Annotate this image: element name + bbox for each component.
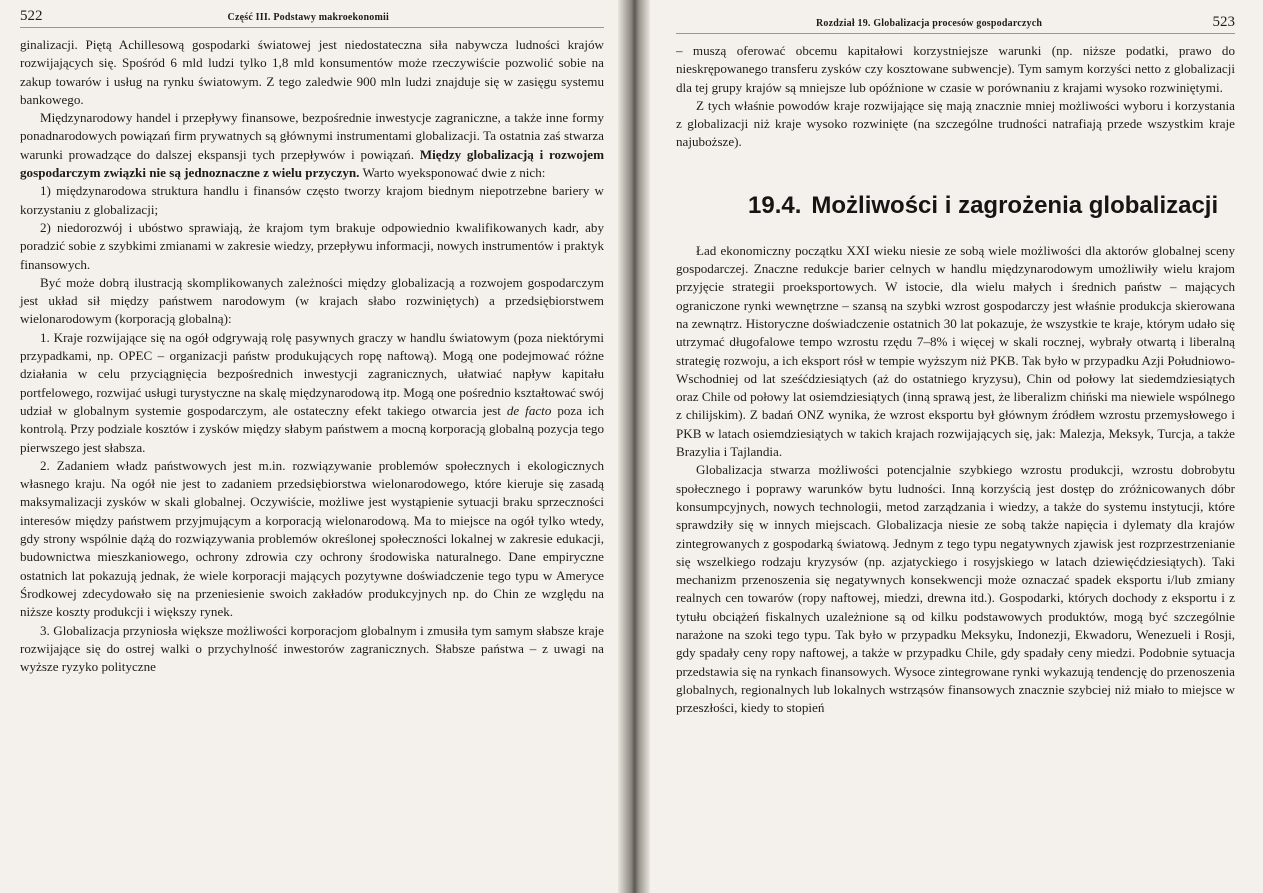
section-heading <box>748 192 1235 220</box>
paragraph: ginalizacji. Piętą Achillesową gospodarki światowej jest niedostateczna siła nabywcza ludności krajów rozwijających się. Spośród 6 mld ludzi tylko 1,8 mld konsumentów może rzeczywiście pozwolić sobie na zakup towarów i usług na rynku światowym. Z tego zaledwie 900 mln ludzi znajduje się w zasięgu systemu bankowego. <box>20 37 604 107</box>
paragraph: Globalizacja stwarza możliwości potencjalnie szybkiego wzrostu produkcji, wzrostu dobrobytu społecznego i poprawy warunków bytu ludności. Inną korzyścią jest dostęp do zróżnicowanych dóbr konsumpcyjnych, nowych technologii, metod zarządzania i wiedzy, a także do systemu instytucji, które sprawdziły się w innych miejscach. Globalizacja niesie ze sobą także napięcia i dylematy dla krajów zintegrowanych z gospodarką światową. Jednym z tego typu negatywnych zjawisk jest rozprzestrzenianie się wszelkiego rodzaju kryzysów (np. azjatyckiego i rosyjskiego w latach dziewięćdziesiątych). Taki mechanizm przenoszenia się negatywnych konsekwencji może oznaczać spadek eksportu i/lub zmiany realnych cen towarów (ropy naftowej, miedzi, drewna itd.). Gospodarki, których dochody z eksportu i z tytułu obciążeń fiskalnych uzależnione są od kilku podstawowych produktów, mogą być szczególnie narażone na szoki tego typu. Tak było w przypadku Meksyku, Indonezji, Ekwadoru, Wenezueli i Rosji, gdy spadały ceny ropy naftowej, a także w przypadku Chile, gdy spadały ceny miedzi. Podobnie sytuacja przedstawia się na rynkach finansowych. Wysoce zintegrowane rynki wykazują tendencję do przenoszenia globalnych, regionalnych lub lokalnych wstrząsów finansowych znacznie szybciej niż miało to miejsce w przeszłości, kiedy to stopień <box>676 462 1235 716</box>
paragraph: – muszą oferować obcemu kapitałowi korzystniejsze warunki (np. niższe podatki, prawo do nieskrępowanego transferu zysków czy kosztowane subwencje). Tym samym korzyści netto z globalizacji dla tej grupy krajów są mniejsze lub opóźnione w czasie w porównaniu z krajami wysoko rozwiniętymi. <box>676 43 1235 95</box>
right-page-number: 523 <box>1212 14 1235 30</box>
bold-emphasis: Między globalizacją i rozwojem gospodarczym związki nie są jednoznaczne z wielu przyczyn. <box>20 146 604 181</box>
section-number: 19.4. <box>748 191 802 219</box>
right-running-title: Rozdział 19. Globalizacja procesów gospodarczych <box>816 18 1043 29</box>
book-gutter-shadow <box>618 0 650 893</box>
paragraph: Międzynarodowy handel i przepływy finansowe, bezpośrednie inwestycje zagraniczne, a także inne formy ponadnarodowych powiązań firm prywatnych są głównymi instrumentami globalizacji. Ta ostatnia zaś stwarza warunki prowadzące do dalszej ekspansji tych przepływów i powiązań. Między globalizacją i rozwojem gospodarczym związki nie są jednoznaczne z wielu przyczyn. Warto wyeksponować dwie z nich: <box>20 110 604 181</box>
left-running-head <box>20 8 604 28</box>
paragraph: Ład ekonomiczny początku XXI wieku niesie ze sobą wiele możliwości dla aktorów globalnej sceny gospodarczej. Znaczne redukcje barier celnych w handlu międzynarodowym umożliwiły wielu krajom przyjęcie strategii proeksportowych. W istocie, dla wielu małych i średnich państw – mających ograniczone rynki wewnętrzne – szansą na szybki wzrost gospodarczy jest właśnie produkcja skierowana na zewnątrz. Historyczne doświadczenie ostatnich 30 lat pokazuje, że wszystkie te kraje, którym udało się utrzymać długofalowe tempo wzrostu rzędu 7–8% i więcej w skali rocznej, wybrały otwartą i liberalną strategię rozwoju, a ich eksport rósł w tempie wyższym niż PKB. Tak było w przypadku Azji Południowo-Wschodniej od lat sześćdziesiątych (aż do ostatniego kryzysu), Chin od połowy lat siedemdziesiątych oraz Chile od połowy lat osiemdziesiątych (inną sprawą jest, że liberalizm chiński ma niewiele wspólnego z chilijskim). Z badań ONZ wynika, że wzrost eksportu był głównym źródłem wzrostu przemysłowego i PKB w latach osiemdziesiątych w takich krajach rozwijających się, jak: Malezja, Meksyk, Turcja, a także Brazylia i Tajlandia. <box>676 242 1235 460</box>
italic-term: de facto <box>506 402 552 418</box>
left-body-text <box>20 36 604 676</box>
right-body-text <box>676 42 1235 718</box>
left-page-number: 522 <box>20 8 43 24</box>
left-page <box>0 0 628 893</box>
paragraph: Być może dobrą ilustracją skomplikowanych zależności między globalizacją a rozwojem gospodarczym jest układ sił między państwem narodowym (w krajach słabo rozwiniętych) a przedsiębiorstwem wielonarodowym (korporacją globalną): <box>20 274 604 327</box>
numbered-paragraph: 3. Globalizacja przyniosła większe możliwości korporacjom globalnym i zmusiła tym samym słabsze kraje rozwijające się do ostrej walki o przychylność inwestorów zagranicznych. Słabsze państwa – z uwagi na wyższe ryzyko polityczne <box>20 622 604 675</box>
numbered-paragraph: 1. Kraje rozwijające się na ogół odgrywają rolę pasywnych graczy w handlu światowym (poza niektórymi przypadkami, np. OPEC – organizacji państw produkujących ropę naftową). Mogą one podejmować różne działania w celu przyciągnięcia bezpośrednich inwestycji zagranicznych, ułatwiać napływ kapitału portfelowego, rozwijać usługi turystyczne na skalę międzynarodową itp. Mogą one pośrednio kształtować swój udział w globalnym systemie gospodarczym, ale ostateczny efekt takiego otwarcia jest de facto poza ich kontrolą. Przy podziale kosztów i zysków między słabym państwem a mocną korporacją globalną pozycja tego pierwszego jest słabsza. <box>20 329 604 455</box>
left-running-title: Część III. Podstawy makroekonomii <box>227 12 389 23</box>
list-item: 1) międzynarodowa struktura handlu i finansów często tworzy krajom biednym niepotrzebne bariery w korzystaniu z globalizacji; <box>20 183 604 217</box>
list-item: 2) niedorozwój i ubóstwo sprawiają, że krajom tym brakuje odpowiednio kwalifikowanych kadr, aby poradzić sobie z szybkimi zmianami w zakresie wiedzy, przepływu informacji, nowych instrumentów i praktyk finansowych. <box>20 219 604 272</box>
section-title: Możliwości i zagrożenia globalizacji <box>811 191 1219 219</box>
numbered-paragraph: 2. Zadaniem władz państwowych jest m.in. rozwiązywanie problemów społecznych i ekologicznych własnego kraju. Na ogół nie jest to zadaniem przedsiębiorstwa wielonarodowego, które kieruje się zasadą maksymalizacji zysków w skali globalnej. Oczywiście, możliwe jest wystąpienie sytuacji braku sprzeczności interesów między państwem przyjmującym a korporacją wielonarodową. Ma to miejsce na ogół tylko wtedy, gdy strony wspólnie dążą do rozwiązywania problemów określonej społeczności lokalnej w zakresie edukacji, budownictwa mieszkaniowego, ochrony zdrowia czy ochrony środowiska naturalnego. Dane empiryczne ostatnich lat pokazują jednak, że wiele korporacji mających pozytywne doświadczenie tego typu w Ameryce Środkowej zdecydowało się na przeniesienie swoich zakładów produkcyjnych np. do Chin ze względu na niższe koszty produkcji i większy rynek. <box>20 457 604 620</box>
right-running-head <box>676 14 1235 34</box>
right-page <box>640 0 1263 893</box>
paragraph: Z tych właśnie powodów kraje rozwijające się mają znacznie mniej możliwości wyboru i korzystania z globalizacji niż kraje wysoko rozwinięte (na szczególne trudności natrafiają przede wszystkim kraje najuboższe). <box>676 97 1235 150</box>
